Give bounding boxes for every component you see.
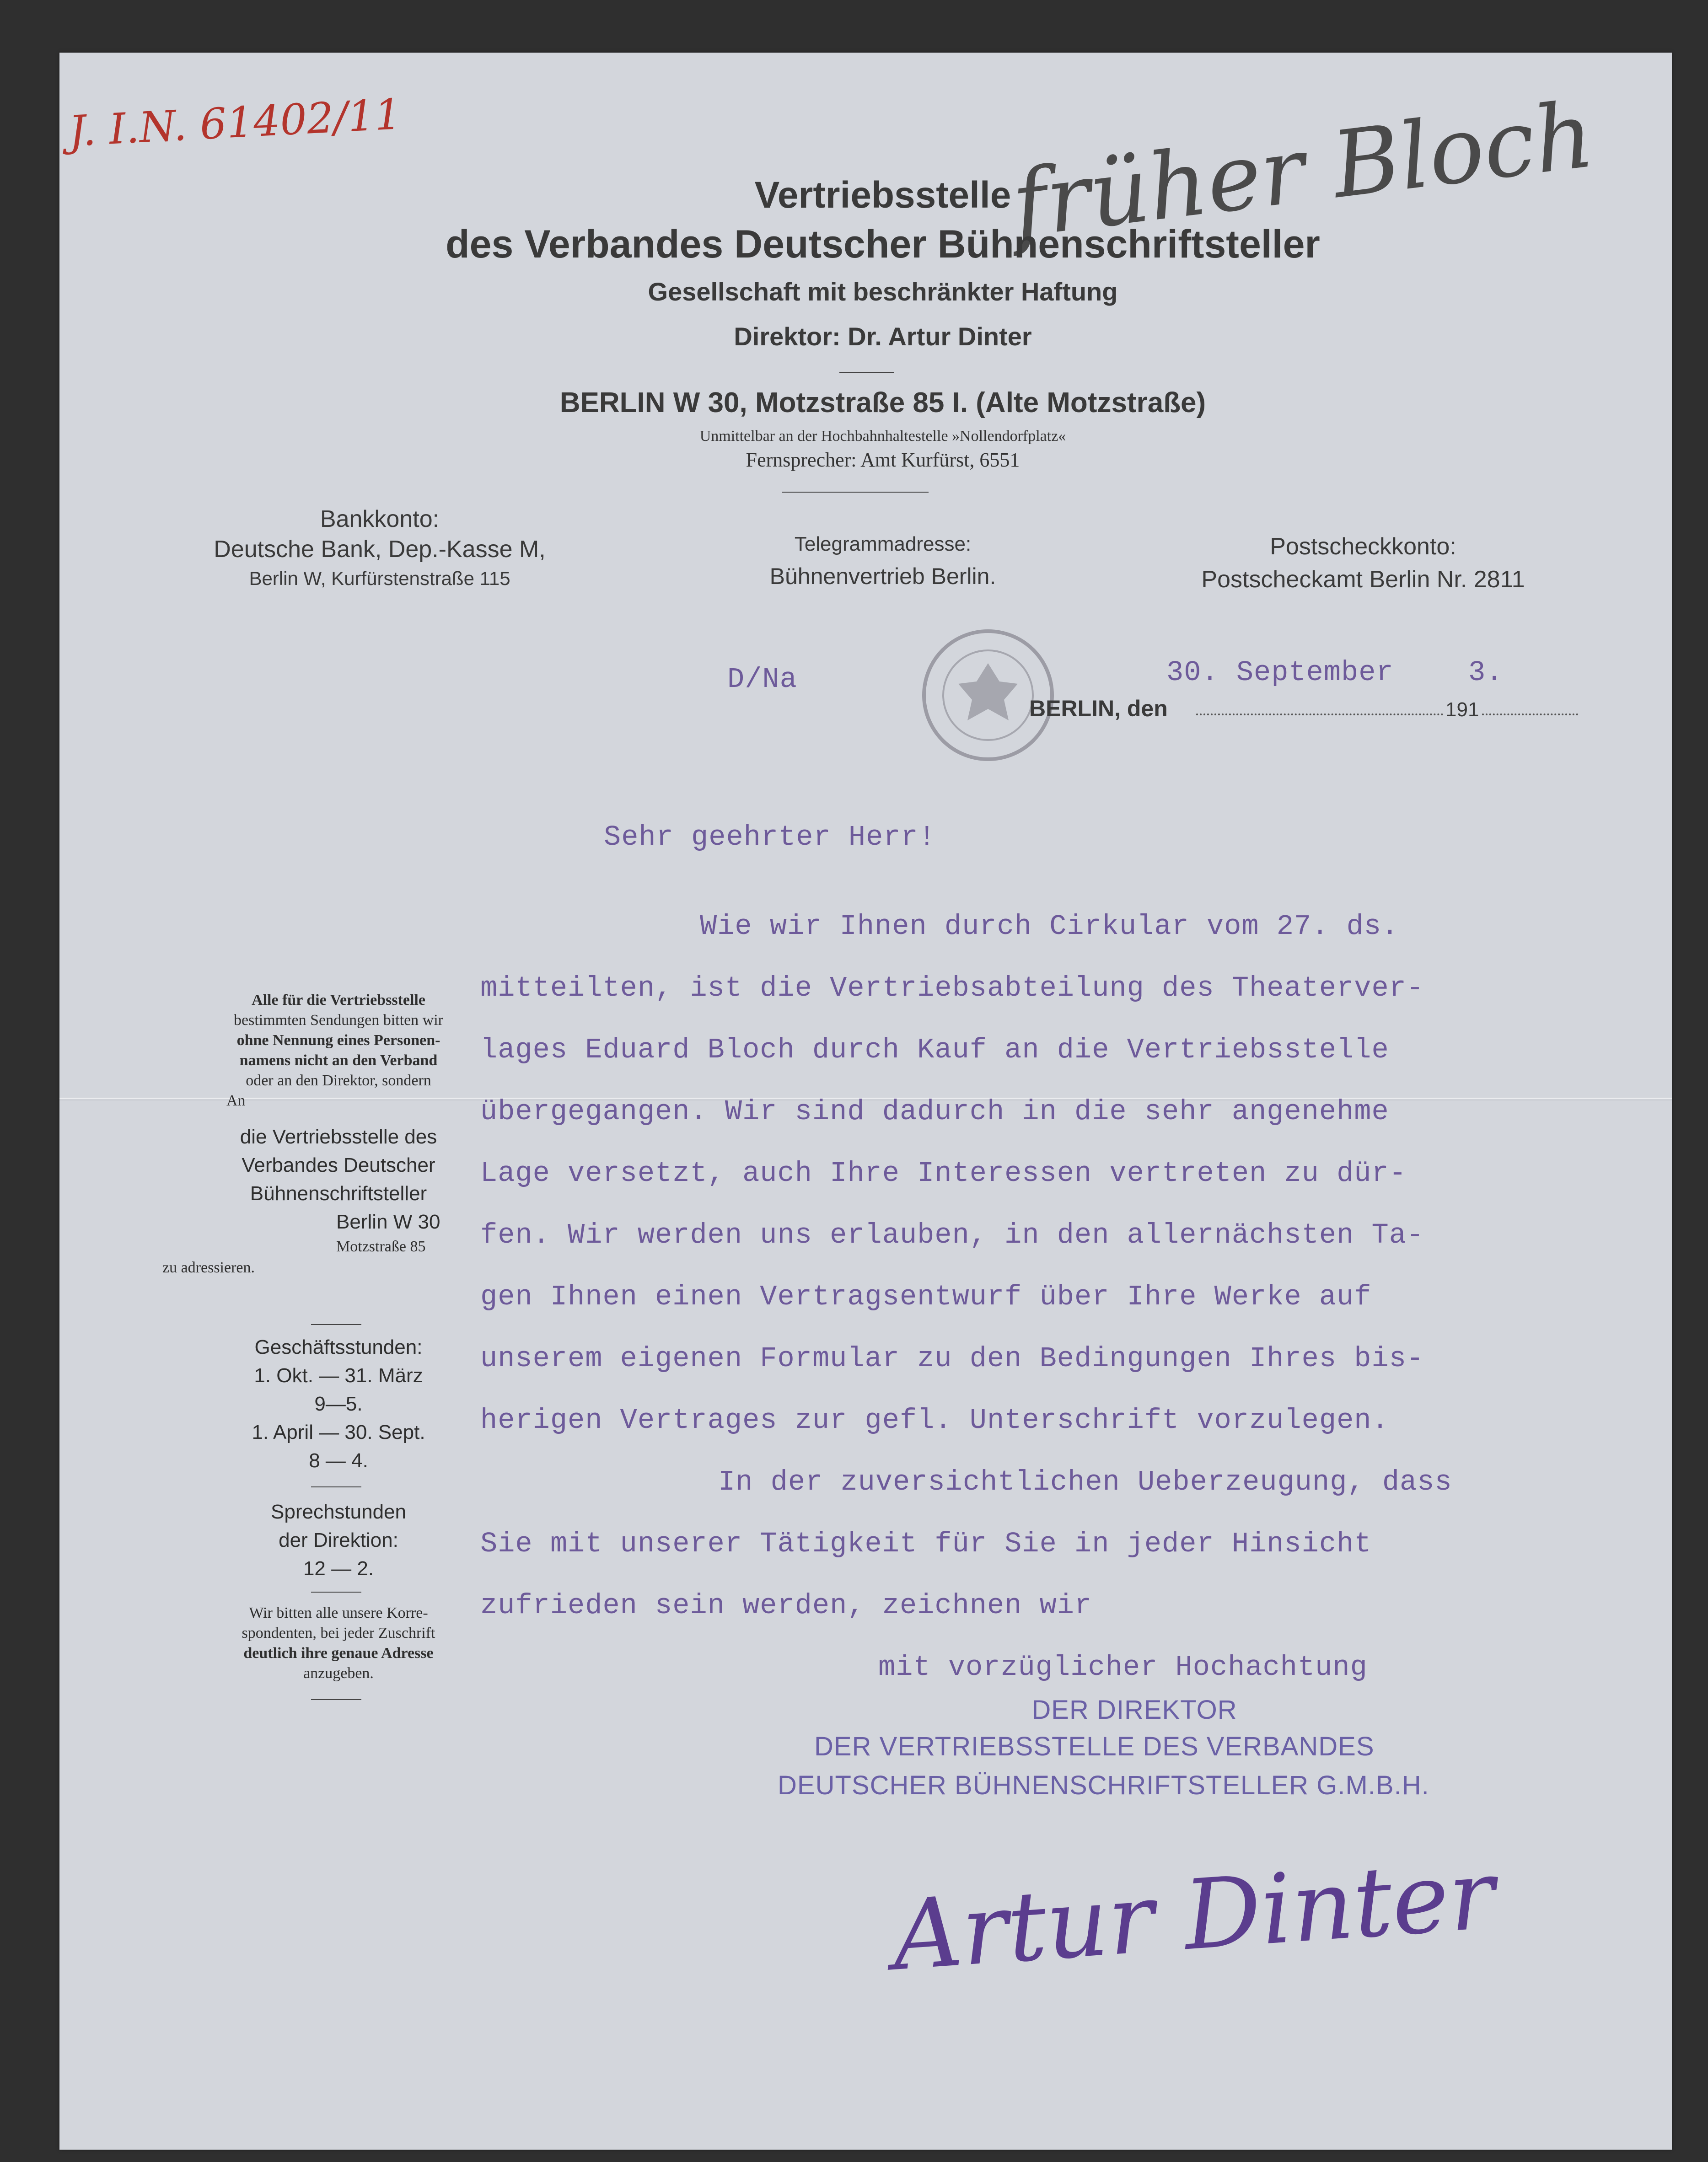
stamp-line: DER DIREKTOR [1031, 1695, 1237, 1725]
company-form: Gesellschaft mit beschränkter Haftung [648, 277, 1118, 306]
request-line: spondenten, bei jeder Zuschrift [242, 1625, 435, 1642]
divider [311, 1486, 361, 1487]
hours-line: 8 — 4. [309, 1449, 368, 1472]
sidebar-notice [162, 990, 515, 1111]
hours-title: Geschäftsstunden: [254, 1336, 423, 1358]
business-hours [162, 1333, 515, 1475]
telegram-value: Bühnenvertrieb Berlin. [769, 563, 996, 589]
telegram-heading: Telegrammadresse: [794, 533, 972, 555]
reference-code: D/Na [727, 663, 797, 696]
divider [839, 372, 894, 373]
hours-line: 1. April — 30. Sept. [252, 1421, 425, 1443]
postcheck-value: Postscheckamt Berlin Nr. 2811 [1201, 566, 1525, 593]
body-line: zufrieden sein werden, zeichnen wir [480, 1589, 1092, 1622]
bank-heading: Bankkonto: [320, 506, 440, 532]
address-note: Unmittelbar an der Hochbahnhaltestelle »Nollendorfplatz« [699, 428, 1066, 445]
body-line: mitteilten, ist die Vertriebsabteilung des Theaterver- [480, 972, 1424, 1004]
sidebar-address-line: Bühnenschriftsteller [250, 1182, 427, 1205]
body-line: In der zuversichtlichen Ueberzeugung, dass [718, 1466, 1452, 1498]
body-line: unserem eigenen Formular zu den Bedingungen Ihres bis- [480, 1342, 1424, 1375]
body-line: fen. Wir werden uns erlauben, in den allernächsten Ta- [480, 1219, 1424, 1251]
body-line: gen Ihnen einen Vertragsentwurf über Ihre Werke auf [480, 1281, 1372, 1313]
letterhead-title-line1: Vertriebsstelle [754, 174, 1011, 216]
place-label: BERLIN, den [1029, 696, 1168, 721]
consultation-hours [162, 1498, 515, 1583]
sidebar-address-line: Berlin W 30 [336, 1211, 440, 1233]
consult-line: der Direktion: [279, 1529, 398, 1551]
date-dotted-line [1196, 714, 1443, 715]
letter-sheet [59, 53, 1672, 2150]
notice-line: namens nicht an den Verband [239, 1052, 438, 1069]
director-signature: Artur Dinter [889, 1838, 1499, 1992]
body-line: Wie wir Ihnen durch Cirkular vom 27. ds. [700, 910, 1399, 943]
typed-date: 30. September [1166, 656, 1394, 689]
request-line: anzugeben. [303, 1665, 374, 1682]
consult-line: Sprechstunden [271, 1501, 406, 1523]
bank-account [165, 505, 595, 590]
letterhead-title-line2: des Verbandes Deutscher Bühnenschriftsteller [446, 222, 1320, 266]
sidebar-address [162, 1123, 515, 1278]
request-line: Wir bitten alle unsere Korre- [249, 1604, 428, 1621]
hours-line: 1. Okt. — 31. März [254, 1364, 423, 1387]
phone-line: Fernsprecher: Amt Kurfürst, 6551 [746, 449, 1020, 471]
notice-line: oder an den Direktor, sondern [246, 1072, 431, 1089]
notice-line: An [226, 1092, 246, 1109]
stamp-line: DEUTSCHER BÜHNENSCHRIFTSTELLER G.M.B.H. [778, 1770, 1429, 1800]
salutation: Sehr geehrter Herr! [604, 821, 936, 853]
bank-line1: Deutsche Bank, Dep.-Kasse M, [214, 536, 546, 563]
stamp-line: DER VERTRIEBSSTELLE DES VERBANDES [814, 1732, 1375, 1761]
year-dotted-line [1482, 714, 1578, 715]
postcheck-account [1134, 533, 1592, 593]
notice-line: bestimmten Sendungen bitten wir [234, 1012, 443, 1029]
body-line: übergegangen. Wir sind dadurch in die sehr angenehme [480, 1095, 1389, 1128]
divider [311, 1699, 361, 1700]
address-line: BERLIN W 30, Motzstraße 85 I. (Alte Motzstraße) [559, 387, 1206, 418]
divider [311, 1324, 361, 1325]
director-line: Direktor: Dr. Artur Dinter [734, 322, 1032, 351]
archive-reference: J. I.N. 61402/11 [67, 90, 403, 156]
notice-line: Alle für die Vertriebsstelle [252, 992, 425, 1009]
address-request [162, 1603, 515, 1684]
notice-line: ohne Nennung eines Personen- [236, 1032, 440, 1049]
body-line: herigen Vertrages zur gefl. Unterschrift vorzulegen. [480, 1404, 1389, 1437]
hours-line: 9—5. [314, 1393, 363, 1415]
postcheck-heading: Postscheckkonto: [1270, 533, 1456, 560]
consult-line: 12 — 2. [303, 1557, 374, 1580]
handwritten-note: früher Bloch [1006, 81, 1600, 258]
sidebar-address-line: die Vertriebsstelle des [240, 1126, 437, 1148]
sidebar-address-line: Motzstraße 85 [336, 1238, 426, 1255]
body-line: Lage versetzt, auch Ihre Interessen vertreten zu dür- [480, 1157, 1407, 1190]
closing: mit vorzüglicher Hochachtung [878, 1651, 1368, 1684]
typed-year: 3. [1468, 656, 1504, 689]
body-line: Sie mit unserer Tätigkeit für Sie in jeder Hinsicht [480, 1528, 1372, 1560]
telegram-address [700, 533, 1066, 590]
year-prefix: 191 [1445, 698, 1479, 721]
body-line: lages Eduard Bloch durch Kauf an die Vertriebsstelle [480, 1034, 1389, 1066]
sidebar-address-line: zu adressieren. [162, 1259, 255, 1276]
divider [311, 1592, 361, 1593]
request-line: deutlich ihre genaue Adresse [243, 1645, 434, 1662]
sidebar-address-line: Verbandes Deutscher [242, 1154, 435, 1176]
divider [782, 492, 929, 493]
bank-line2: Berlin W, Kurfürstenstraße 115 [249, 568, 510, 589]
